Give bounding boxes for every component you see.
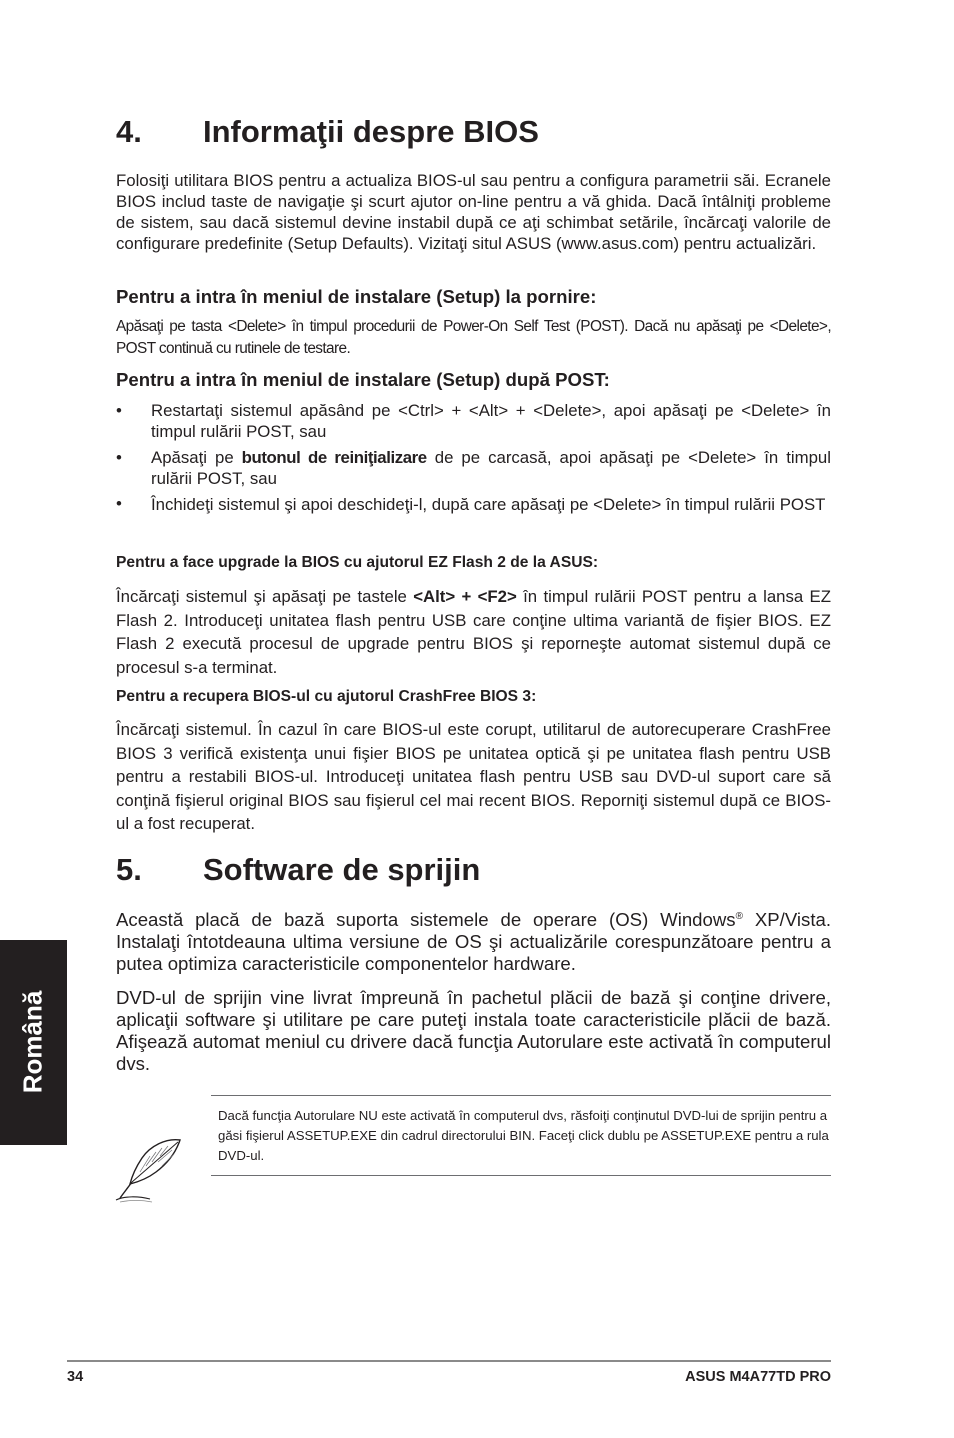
note-text: Dacă funcţia Autorulare NU este activată în computerul dvs, răsfoiţi conţinutul DVD-lui de sprijin pentru a găsi fişierul ASSETUP.EXE din cadrul directorului BIN. Faceţi click dublu pe ASSETUP.EXE pentru a rula DVD-ul. (218, 1108, 829, 1163)
crashfree-text: Încărcaţi sistemul. În cazul în care BIOS-ul este corupt, utilitarul de autorecuperare CrashFree BIOS 3 verifică existenţa unui fişier BIOS pe unitatea optică şi pe unitatea flash pentru USB pentru a restabili BIOS-ul. Introduceţi unitatea flash pentru USB sau DVD-ul suport care să conţină fişierul original BIOS sau fişierul cel mai recent BIOS. Reporniţi sistemul după ce BIOS-ul a fost recuperat. (116, 720, 831, 833)
ez-flash-heading: Pentru a face upgrade la BIOS cu ajutorul EZ Flash 2 de la ASUS: (116, 554, 599, 571)
os-support-pre: Această placă de bază suporta sistemele de operare (OS) Windows (116, 909, 736, 931)
bullet-reset-pre: Apăsaţi pe (151, 448, 242, 467)
bullet-marker: • (116, 401, 122, 420)
section-5-heading: Software de sprijin (203, 852, 481, 887)
ez-flash-post: în timpul rulării POST pentru a lansa EZ Flash 2. Introduceţi unitatea flash pentru USB care conţine ultima variantă de fişier BIOS. EZ Flash 2 execută procesul de upgrade pentru BIOS şi reporneşte automat sistemul după ce procesul s-a terminat. (116, 587, 832, 677)
product-name: ASUS M4A77TD PRO (685, 1369, 831, 1385)
bullet-power-cycle (116, 493, 831, 539)
os-support-text (116, 906, 831, 975)
bullet-marker: • (116, 494, 122, 513)
bullet-reset-post: de pe carcasă, apoi apăsaţi pe <Delete> în timpul rulării POST, sau (151, 448, 831, 488)
bullet-reset-button (116, 447, 831, 489)
setup-at-boot-heading: Pentru a intra în meniul de instalare (Setup) la pornire: (116, 286, 597, 307)
setup-at-boot-text: Apăsaţi pe tasta <Delete> în timpul procedurii de Power-On Self Test (POST). Dacă nu apăsaţi pe <Delete>, POST continuă cu rutinele de testare. (116, 318, 831, 357)
ez-flash-text (116, 585, 831, 679)
os-support-post: XP/Vista. Instalaţi întotdeauna ultima versiune de OS şi actualizările corespunzătoare pentru a putea optimiza caracteristicile componentelor hardware. (116, 909, 831, 975)
section-5-title (116, 852, 836, 892)
bullet-restart (116, 400, 831, 442)
footer-rule (67, 1360, 831, 1362)
feather-pen-icon (108, 1132, 188, 1206)
section-5-number: 5. (116, 852, 142, 887)
page-number: 34 (67, 1369, 84, 1385)
section-4-number: 4. (116, 114, 142, 149)
section-4-heading: Informaţii despre BIOS (203, 114, 539, 149)
crashfree-heading: Pentru a recupera BIOS-ul cu ajutorul CrashFree BIOS 3: (116, 688, 537, 705)
setup-after-post-heading: Pentru a intra în meniul de instalare (Setup) după POST: (116, 369, 610, 390)
language-tab (0, 940, 67, 1145)
bullet-restart-text: Restartaţi sistemul apăsând pe <Ctrl> + <Alt> + <Delete>, apoi apăsaţi pe <Delete> în timpul rulării POST, sau (151, 401, 831, 441)
note-bottom-rule (211, 1175, 831, 1176)
bullet-power-cycle-text: Închideţi sistemul şi apoi deschideţi-l, după care apăsaţi pe <Delete> în timpul rulării POST (151, 495, 826, 514)
ez-flash-keys: <Alt> + <F2> (413, 587, 517, 606)
bullet-reset-button-text (151, 447, 831, 489)
registered-mark: ® (735, 911, 743, 922)
language-tab-label: Română (17, 990, 48, 1094)
reset-button-term: butonul de reiniţializare (241, 448, 427, 467)
section-4-title (116, 114, 836, 154)
bullet-marker: • (116, 448, 122, 467)
ez-flash-pre: Încărcaţi sistemul şi apăsaţi pe tastele (116, 587, 414, 606)
support-dvd-text: DVD-ul de sprijin vine livrat împreună în pachetul plăcii de bază şi conţine drivere, aplicaţii software şi utilitare pe care puteţi instala toate caracteristicile plăcii de bază. Afişează automat meniul cu drivere dacă funcţia Autorulare este activată în computerul dvs. (116, 987, 831, 1074)
note-top-rule (211, 1095, 831, 1096)
section-4-intro: Folosiţi utilitara BIOS pentru a actualiza BIOS-ul sau pentru a configura parametrii săi. Ecranele BIOS includ taste de navigaţie şi scurt ajutor on-line pentru a vă ghida. Dacă întâlniţi probleme de sistem, sau dacă sistemul devine instabil după ce aţi schimbat setările, încărcaţi valorile de configurare predefinite (Setup Defaults). Vizitaţi situl ASUS (www.asus.com) pentru actualizări. (116, 171, 831, 253)
note-icon (108, 1132, 188, 1206)
